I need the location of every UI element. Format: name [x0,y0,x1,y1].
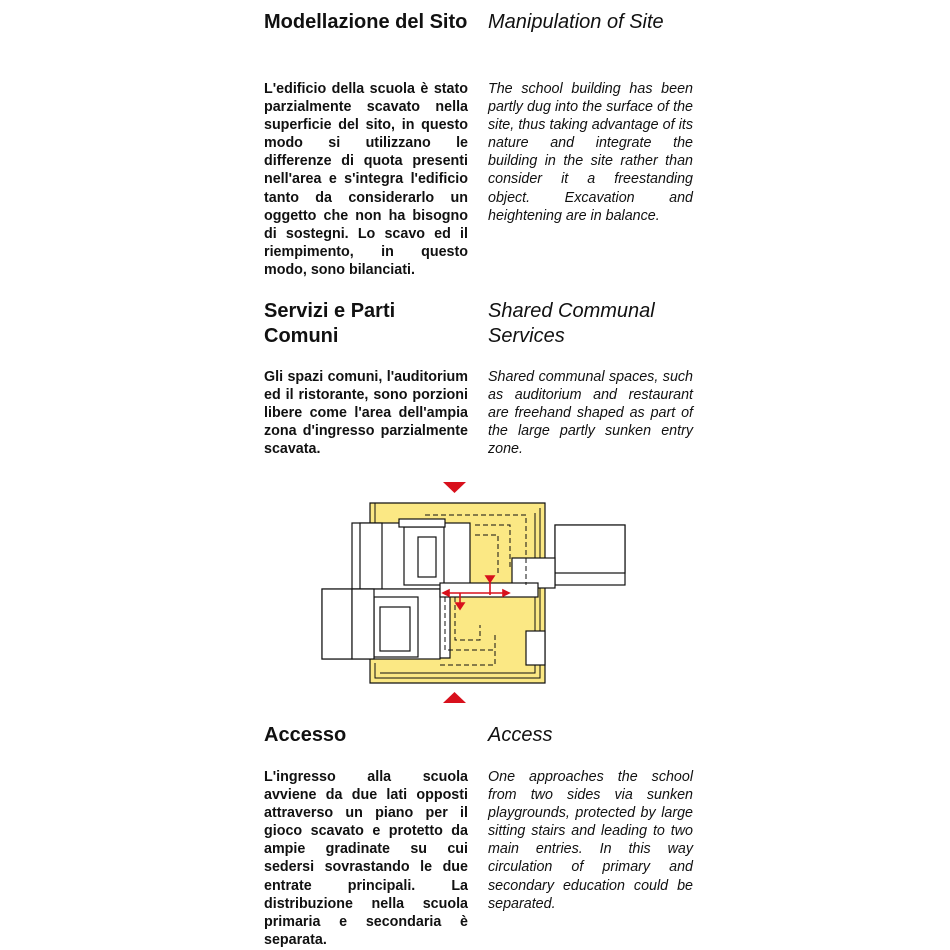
body-text-en-services: Shared communal spaces, such as auditorium and restaurant are freehand shaped as part of the large partly sunken entry zone. [488,369,693,458]
section-title-en-site: Manipulation of Site [488,11,664,33]
section-title-it-services: Servizi e Parti Comuni [264,300,396,347]
entry-arrow-bottom-icon [443,692,466,703]
body-text-en-site: The school building has been partly dug into the surface of the site, thus taking advantage of its nature and integrate the building in the site rather than consider it a freestanding object. Excavation and heightening are in balance. [488,81,693,224]
body-text-en-access: One approaches the school from two sides via sunken playgrounds, protected by large sitting stairs and leading to two main entries. In this way circulation of primary and secondary education could be separated. [488,769,693,912]
section-title-en-services: Shared Communal Services [488,300,655,347]
body-text-it-site: L'edificio della scuola è stato parzialmente scavato nella superficie del sito, in questo modo si utilizzano le differenze di quota presenti nell'area e s'integra l'edificio tanto da considerarlo un oggetto che non ha bisogno di sostegni. Lo scavo ed il riempimento, in questo modo, sono bilanciati. [264,81,468,278]
body-text-it-services: Gli spazi comuni, l'auditorium ed il ristorante, sono porzioni libere come l'area dell'ampia zona d'ingresso parzialmente scavata. [264,369,468,458]
section-title-it-access: Accesso [264,724,347,746]
body-text-it-access: L'ingresso alla scuola avviene da due lati opposti attraverso un piano per il gioco scavato e protetto da ampie gradinate su cui sedersi sovrastando le due entrate principali. La distribuzione nella scuola primaria e secondaria è separata. [264,769,468,948]
entry-arrow-top-icon [443,482,466,493]
section-title-en-access: Access [488,724,553,746]
section-title-it-site: Modellazione del Sito [264,11,468,33]
floor-plan-diagram [300,475,640,710]
